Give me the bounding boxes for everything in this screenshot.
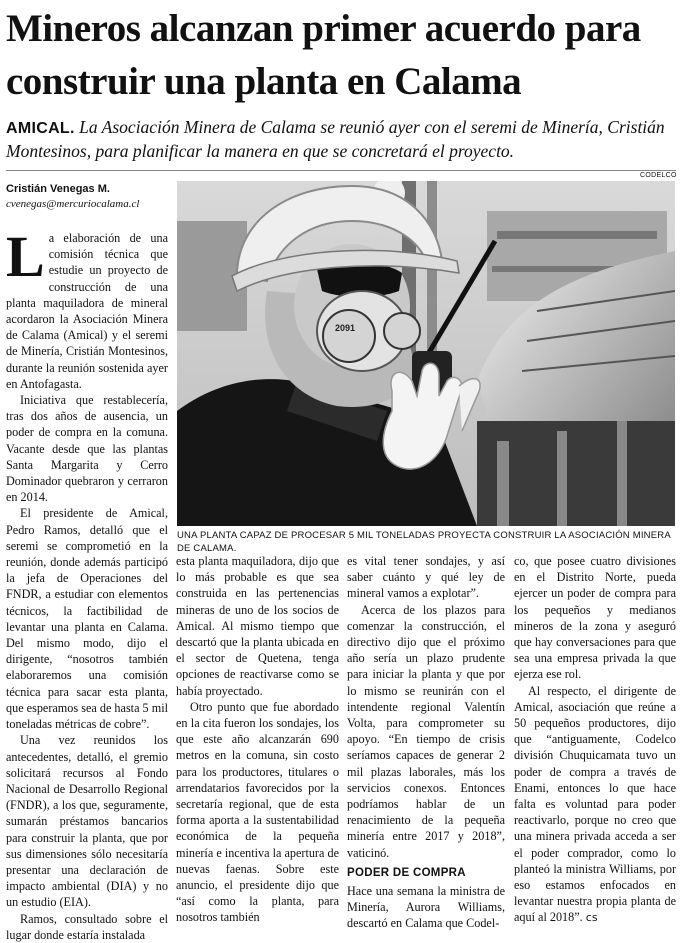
paragraph: es vital tener sondajes, y así saber cuánto y qué ley de mineral vamos a explotar”. (347, 554, 505, 601)
byline (6, 183, 171, 210)
photo-credit: CODELCO (640, 172, 677, 179)
headline: Mineros alcanzan primer acuerdo para construir una planta en Calama (6, 7, 641, 103)
paragraph: La elaboración de una comisión técnica que estudie un proyecto de construcción de una planta maquiladora de mineral acordaron la Asociación Minera de Calama (Amical) y el seremi de Minería, Cristián Montesinos, durante la reunión sostenida ayer en Antofagasta. (6, 224, 168, 391)
mask-label: 2091 (335, 323, 356, 333)
paragraph: Acerca de los plazos para comenzar la construcción, el directivo dijo que el próximo año sería un plazo prudente para iniciar la planta y que por lo mismo se reunirán con el intendente regional Valentín Volta, para comprometer su apoyo. “En tiempo de crisis seríamos capaces de generar 2 mil plazas laborales, más los servicios conexos. Entonces podríamos hablar de un renacimiento de la pequeña minería entre 2017 y 2018”, vaticinó. (347, 602, 505, 860)
article-column-2 (176, 553, 339, 926)
paragraph: Una vez reunidos los antecedentes, detalló, el gremio solicitará recursos al Fondo Nacional de Desarrollo Regional (FNDR), a los que, seguramente, sumarán préstamos bancarios para construir la planta, que por sus dimensiones sólo necesitaría presentar una declaración de impacto ambiental (DIA) y no un estudio (EIA). (6, 733, 168, 910)
paragraph: co, que posee cuatro divisiones en el Distrito Norte, pueda ejercer un poder de compra para los pequeños y medianos mineros de la zona y aseguró que hay conversaciones para que sea una empresa privada la que ejerza ese rol. (514, 554, 676, 682)
paragraph: Al respecto, el dirigente de Amical, asociación que reúne a 50 pequeños productores, dijo que “antiguamente, Codelco división Chuquicamata tuvo un poder de compra a través de Enami, entonces lo que hace falta es voluntad para poder reactivarlo, porque no creo que una minera privada acceda a ser el poder comprador, como lo planteó la ministra Williams, por eso estamos enfocados en levantar nuestra propia planta de aquí al 2018”. cs (514, 683, 676, 925)
paragraph: Hace una semana la ministra de Minería, Aurora Williams, descartó en Calama que Codel- (347, 884, 505, 931)
drop-cap: L (6, 224, 45, 289)
paragraph: Ramos, consultado sobre el lugar donde estaría instalada (6, 911, 168, 942)
lead-text: La Asociación Minera de Calama se reunió ayer con el seremi de Minería, Cristián Montesinos, para planificar la manera en que se concretará el proyecto. (6, 117, 665, 161)
byline-email[interactable]: cvenegas@mercuriocalama.cl (6, 198, 140, 210)
article-column-3 (347, 553, 505, 932)
subheading: PODER DE COMPRA (347, 866, 466, 879)
byline-author: Cristián Venegas M. (6, 183, 110, 195)
miner-photo-illustration (177, 181, 675, 526)
lead-kicker: AMICAL. (6, 120, 75, 137)
end-mark-icon: cs (585, 911, 598, 925)
article-column-1 (6, 224, 168, 943)
divider (6, 170, 676, 171)
paragraph: esta planta maquiladora, dijo que lo más probable es que sea construida en las pertenencias mineras de uno de los socios de Amical. Al mismo tiempo que descartó que la planta ubicada en el sector de Quetena, tenga opciones de reactivarse como se había proyectado. (176, 554, 339, 698)
article-column-4 (514, 553, 676, 927)
paragraph: Otro punto que fue abordado en la cita fueron los sondajes, los que este año alcanzarán 690 metros en la comuna, sin costo para los productores, titulares o arrendatarios favorecidos por la secretaría regional, que de esta forma aporta a la sustentabilidad económica de la pequeña minería e incentiva la apertura de nuevas faenas. Sobre este anuncio, el presidente dijo que “así como la planta, para nosotros también (176, 699, 339, 925)
news-photo (177, 181, 675, 526)
paragraph: Iniciativa que restablecería, tras dos años de ausencia, un poder de compra en la comuna. Vacante desde que las plantas Santa Margarita y Cerro Dominador quebraron y cerraron en 2014. (6, 393, 168, 505)
photo-caption: UNA PLANTA CAPAZ DE PROCESAR 5 MIL TONELADAS PROYECTA CONSTRUIR LA ASOCIACIÓN MINERA DE CALAMA. (177, 530, 671, 554)
lead-paragraph (6, 116, 676, 162)
paragraph: El presidente de Amical, Pedro Ramos, detalló que el seremi se comprometió en la reunión, donde además participó la jefa de Operaciones del FNDR, a estudiar con elementos técnicos, la factibilidad de levantar una planta en Calama. Del mismo modo, dijo el dirigente, “nosotros también elaboraremos una comisión técnica para sacar esta planta, que esperamos sea de hasta 5 mil toneladas métricas de cobre”. (6, 506, 168, 732)
